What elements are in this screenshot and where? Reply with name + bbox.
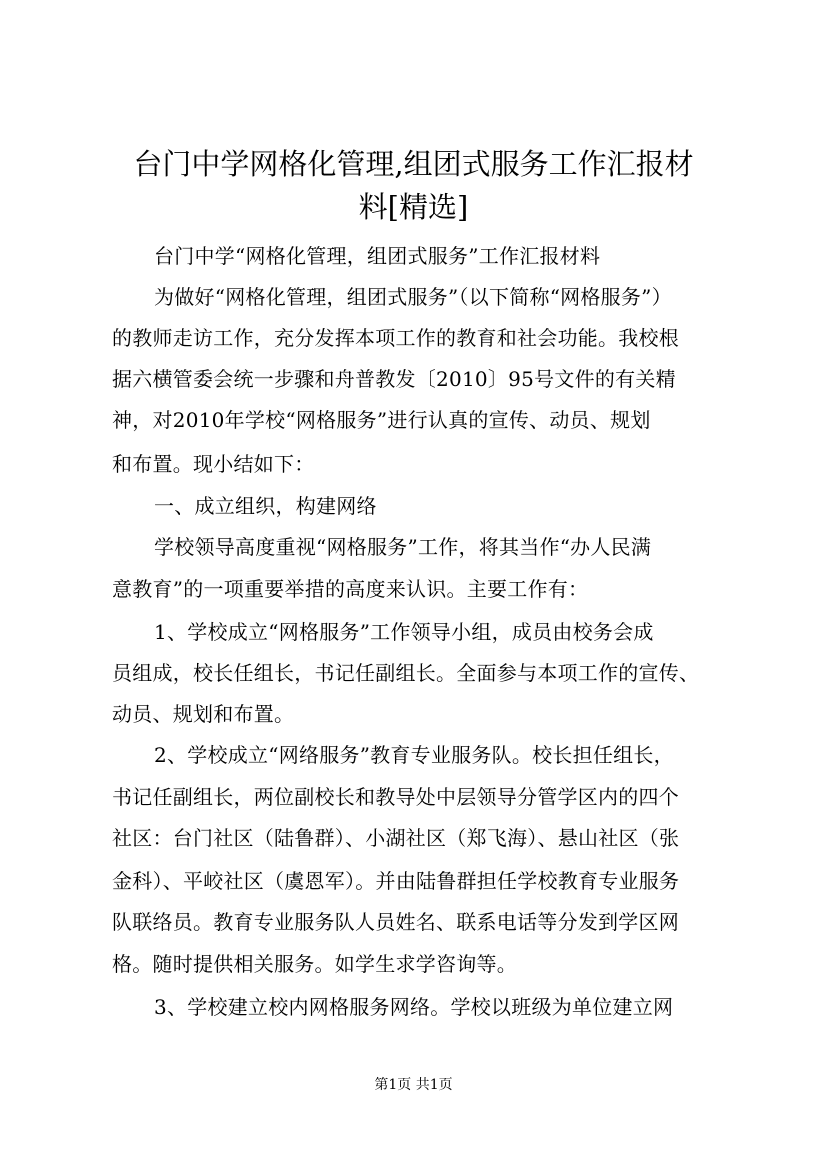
title-line-1: 台门中学网格化管理,组团式服务工作汇报材 (133, 147, 694, 181)
body-line: 动员、规划和布置。 (112, 702, 295, 726)
body-line: 社区：台门社区（陆鲁群）、小湖社区（郑飞海）、悬山社区（张 (112, 826, 680, 850)
body-line: 队联络员。教育专业服务队人员姓名、联系电话等分发到学区网 (112, 910, 679, 934)
title-line-2: 料[精选] (358, 190, 469, 224)
body-line: 书记任副组长，两位副校长和教导处中层领导分管学区内的四个 (112, 785, 679, 809)
body-line: 员组成，校长任组长，书记任副组长。全面参与本项工作的宣传、 (112, 661, 700, 685)
body-line: 金科）、平峧社区（虞恩军）。并由陆鲁群担任学校教育专业服务 (112, 869, 680, 893)
body-line: 2、学校成立“网络服务”教育专业服务队。校长担任组长， (154, 743, 674, 767)
body-line: 学校领导高度重视“网格服务”工作，将其当作“办人民满 (154, 535, 652, 559)
body-line: 的教师走访工作，充分发挥本项工作的教育和社会功能。我校根 (112, 326, 679, 350)
body-line: 格。随时提供相关服务。如学生求学咨询等。 (112, 952, 517, 976)
body-line: 和布置。现小结如下： (112, 452, 315, 476)
document-title (100, 143, 727, 229)
body-line: 3、学校建立校内网格服务网络。学校以班级为单位建立网 (154, 995, 674, 1019)
body-line: 神，对2010年学校“网格服务”进行认真的宣传、动员、规划 (112, 408, 651, 432)
body-line: 台门中学“网格化管理，组团式服务”工作汇报材料 (154, 244, 601, 268)
body-line: 为做好“网格化管理，组团式服务”（以下简称“网格服务”） (154, 285, 672, 309)
section-heading: 一、成立组织，构建网络 (154, 494, 377, 518)
body-line: 意教育”的一项重要举措的高度来认识。主要工作有： (112, 577, 589, 601)
body-line: 1、学校成立“网格服务”工作领导小组，成员由校务会成 (154, 620, 654, 644)
page-footer: 第1页 共1页 (374, 1077, 453, 1093)
body-line: 据六横管委会统一步骤和舟普教发〔2010〕95号文件的有关精 (112, 367, 676, 391)
